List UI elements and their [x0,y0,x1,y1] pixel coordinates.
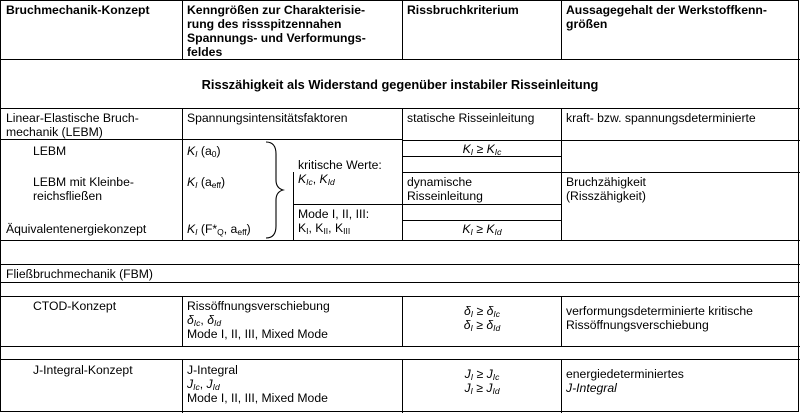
header-quantity-line2: rung des rissspitzennahen [187,17,342,31]
j-integral-meaning-line1: energiedeterminiertes [566,367,684,381]
lebm-concept-line1: Linear-Elastische Bruch- [6,111,139,125]
dynamic-criterion-line1: dynamische [407,175,473,189]
ctod-meaning-line1: verformungsdeterminierte kritische [566,304,753,318]
header-quantity-line3: Spannungs- und Verformungs- [187,31,366,45]
lebm-row-parameter: $K_I$ $(a_0)$ [187,144,221,159]
lebm-row-concept: LEBM [33,144,67,158]
equivalent-energy-concept: Äquivalentenergiekonzept [6,222,147,236]
lebm-quantity: Spannungsintensitätsfaktoren [187,111,348,125]
header-quantity-line4: feldes [187,45,223,59]
j-integral-modes: Mode I, II, III, Mixed Mode [187,391,328,405]
ctod-meaning-line2: Rissöffnungsverschiebung [566,318,709,332]
lebm-small-yield-line2: reichsfließen [33,189,103,203]
mode-values: $K_I$, $K_{II}$, $K_{III}$ [298,221,351,236]
lebm-small-yield-parameter: $K_I$ $(a_{eff})$ [187,175,226,190]
lebm-small-yield-line1: LEBM mit Kleinbe- [33,175,134,189]
header-criterion: Rissbruchkriterium [407,3,519,17]
fracture-toughness-line1: Bruchzähigkeit [566,175,646,189]
dynamic-criterion-line2: Risseinleitung [407,189,483,203]
j-integral-criterion-1: $J_I \ge J_{Ic}$ [464,367,500,382]
j-integral-quantity: J-Integral [187,363,238,377]
critical-values-label: kritische Werte: [298,158,382,172]
j-integral-criterion-2: $J_I \ge J_{Id}$ [464,381,500,396]
lebm-concept-line2: mechanik (LEBM) [6,125,103,139]
mode-label: Mode I, II, III: [298,207,370,221]
curly-brace [266,142,283,238]
section-banner: Risszähigkeit als Widerstand gegenüber instabiler Risseinleitung [201,77,599,92]
ctod-values: $\delta_{Ic}$, $\delta_{Id}$ [187,313,222,328]
header-meaning-line1: Aussagegehalt der Werkstoffkenn- [566,3,767,17]
critical-values: $K_{Ic}$, $K_{Id}$ [298,172,335,187]
j-integral-values: $J_{Ic}$, $J_{Id}$ [187,377,220,392]
criterion-dynamic-formula: $K_I \ge K_{Id}$ [462,222,502,237]
j-integral-concept: J-Integral-Konzept [33,363,133,377]
header-quantity-line1: Kenngrößen zur Charakterisie- [187,3,366,17]
equivalent-energy-parameter: $K_I$ ($F*_Q$, $a_{eff}$) [187,222,251,237]
lebm-criterion-static: statische Risseinleitung [407,111,535,125]
j-integral-meaning-line2: J-Integral [566,381,617,395]
header-concept: Bruchmechanik-Konzept [6,3,150,17]
header-meaning-line2: größen [566,17,608,31]
lebm-meaning: kraft- bzw. spannungsdeterminierte [566,111,756,125]
ctod-quantity: Rissöffnungsverschiebung [187,299,330,313]
ctod-criterion-1: $\delta_I \ge \delta_{Ic}$ [463,304,501,319]
fracture-toughness-line2: (Risszähigkeit) [566,189,646,203]
criterion-static-formula: $K_I \ge K_{Ic}$ [462,142,502,157]
ctod-modes: Mode I, II, III, Mixed Mode [187,327,328,341]
ctod-criterion-2: $\delta_I \ge \delta_{Id}$ [463,318,501,333]
fbm-title: Fließbruchmechanik (FBM) [6,267,153,281]
ctod-concept: CTOD-Konzept [33,299,117,313]
